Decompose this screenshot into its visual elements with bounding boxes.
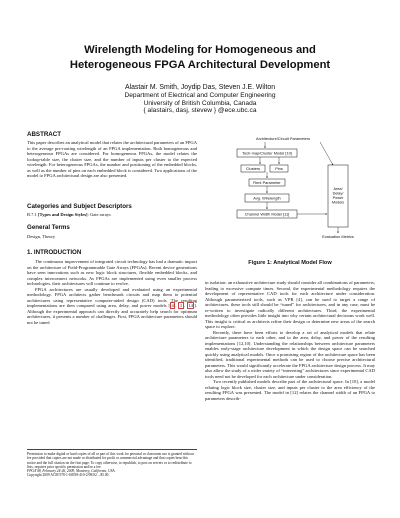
figure-box-pins: Pins — [275, 165, 283, 171]
categories-text — [27, 212, 197, 218]
paper-title-line2: Heterogeneous FPGA Architectural Development — [69, 59, 331, 71]
right-paragraph-1: in isolation: an exhaustive architecture study should consider all combinations of parameters, leading to excessive compute times. Second, the experimental methodology requires the development of representative CAD tools for each architecture under consideration. Although parameterized tools, such as VPR [4], can be used to target a range of architectures, these tools still should be “tuned” for architectures, and in any case, must be re-written to investigate radically different architectures. Third, the experimental methodology often provides little insight into why certain architectural decisions work well. This insight is critical as architects refine their design or determine new areas of the search space to explore. — [205, 280, 375, 329]
figure-caption: Figure 1: Analytical Model Flow — [248, 260, 332, 266]
figure-box-techmap: Tech-map/Cluster Model [10] — [242, 150, 292, 156]
abstract-text: This paper describes an analytical model that relates the architectural parameters of an FPGA to the average pre-routing wirelength of an FPGA implementation. Both homogeneous and heterogeneous FPGAs are considered. For homogeneous FPGAs, the model relates the lookup-table size, the cluster size, and the number of inputs per cluster to the expected wirelength. For heterogeneous FPGAs, the number and positioning of the embedded blocks, as well as the number of pins on each embedded block is considered. Two applications of the model to FPGA architectural design are also presented. — [27, 140, 197, 178]
introduction-body — [27, 259, 197, 325]
intro-paragraph-2: FPGA architectures are usually developed and evaluated using an experimental methodology. FPGA architects gather benchmark circuits and map them to potential architectures using representative computer-aided design (CAD) tools. The resulting implementations are then compared using area, delay, and power models [ 4 , 1 , 14 ]. Although the experimental approach can directly and accurately help search for optimum architectures, it presents a number of challenges. First, FPGA architecture parameters should not be tuned — [27, 286, 198, 325]
copyright-footnote — [27, 449, 197, 478]
right-column-body — [205, 280, 375, 401]
figure-box-clusters: Clusters — [245, 165, 261, 171]
categories-id: B.7.1 — [27, 212, 37, 217]
footnote-copyright: Copyright 2009 ACM 978-1-60558-410-2/09/02 ...$5.00. — [27, 473, 110, 478]
general-terms-heading: General Terms — [27, 224, 70, 231]
categories-heading: Categories and Subject Descriptors — [27, 203, 132, 210]
figure-box-channel-width: Channel Width Model [11] — [244, 211, 290, 217]
footnote-permission: Permission to make digital or hard copies of all or part of this work for personal or classroom use is granted without fee provided that copies are not made or distributed for profit or commercial advantage and that copies bear this notice and the full citation on the first page. To copy otherwise, to republish, to post on servers or to redistribute to lists, requires prior specific permission and/or a fee. — [27, 452, 194, 469]
figure-box-side-models: Area/ Delay/ Power Models — [331, 187, 345, 205]
figure-label-eval: Evaluation Metrics — [322, 234, 354, 239]
intro-paragraph-2b: . Although the experimental approach can directly and accurately help search for optimum architectures, it presents a number of challenges. First, FPGA architecture parameters should not be tuned — [27, 303, 198, 325]
citation-link[interactable]: 14 — [188, 303, 193, 308]
intro-paragraph-2a: FPGA architectures are usually developed and evaluated using an experimental methodology. FPGA architects gather benchmark circuits and map them to potential architectures using representative computer-aided design (CAD) tools. The resulting implementations are then compared using area, delay, and power models — [27, 286, 197, 308]
citation-link[interactable]: 4 — [171, 303, 174, 308]
categories-bold: [Types and Design Styles] — [38, 212, 88, 217]
affiliation-department: Department of Electrical and Computer Engineering — [124, 91, 276, 99]
general-terms-text: Design, Theory — [27, 234, 56, 239]
figure-box-wirelength: Avg. Wirelength — [253, 195, 281, 201]
model-flow-figure — [205, 135, 375, 261]
paper-title-line1: Wirelength Modeling for Homogeneous and — [84, 44, 316, 56]
footnote-conference: FPGA'08, February 24-26, 2009, Monterey, California, USA. — [27, 469, 116, 474]
categories-rest: : Gate arrays — [87, 212, 111, 217]
affiliation-university: University of British Columbia, Canada — [143, 99, 257, 107]
intro-paragraph-1: The continuous improvement of integrated circuit technology has had a dramatic impact on the architecture of Field-Programmable Gate Arrays (FPGAs). Recent device generations have seen innovations such as new logic block structures, flexible embedded blocks, and complex interconnect networks. As FPGAs are implemented using even smaller process technologies, their architectures will continue to evolve. — [27, 259, 197, 286]
right-paragraph-2: Recently, there have been efforts to develop a set of analytical models that relate architecture parameters to each other, and to the area, delay, and power of the resulting implementations [12,10]. Understanding the relationships between architecture parameters enables early-stage architecture development in which the design space can be searched quickly using analytical models. Once a promising region of the architecture space has been identified, traditional experimental methods can be used to choose precise architectural parameters. This would significantly accelerate the FPGA architecture design process. It may also allow the study of a wider variety of “interesting” architectures since experimental CAD tools need not be developed for each architecture under consideration. — [205, 329, 375, 379]
author-block — [0, 84, 400, 115]
figure-box-rent: Rent Parameter — [253, 179, 281, 185]
abstract-heading: ABSTRACT — [27, 131, 62, 138]
right-paragraph-3: Two recently published models describe part of the architectural space. In [10], a model relating logic block size, cluster size, and inputs per cluster to the area efficiency of the resulting FPGA was presented. The model in [12] relates the channel width of an FPGA to parameters describ- — [205, 379, 375, 401]
figure-label-top: Architecture/Circuit Parameters — [255, 136, 311, 141]
author-emails: { alastairs, dasj, stevew } @ece.ubc.ca — [143, 107, 257, 115]
introduction-heading: 1. INTRODUCTION — [27, 249, 82, 256]
citation-link[interactable]: 1 — [179, 303, 183, 308]
author-names: Alastair M. Smith, Joydip Das, Steven J.E. Wilton — [124, 84, 276, 91]
